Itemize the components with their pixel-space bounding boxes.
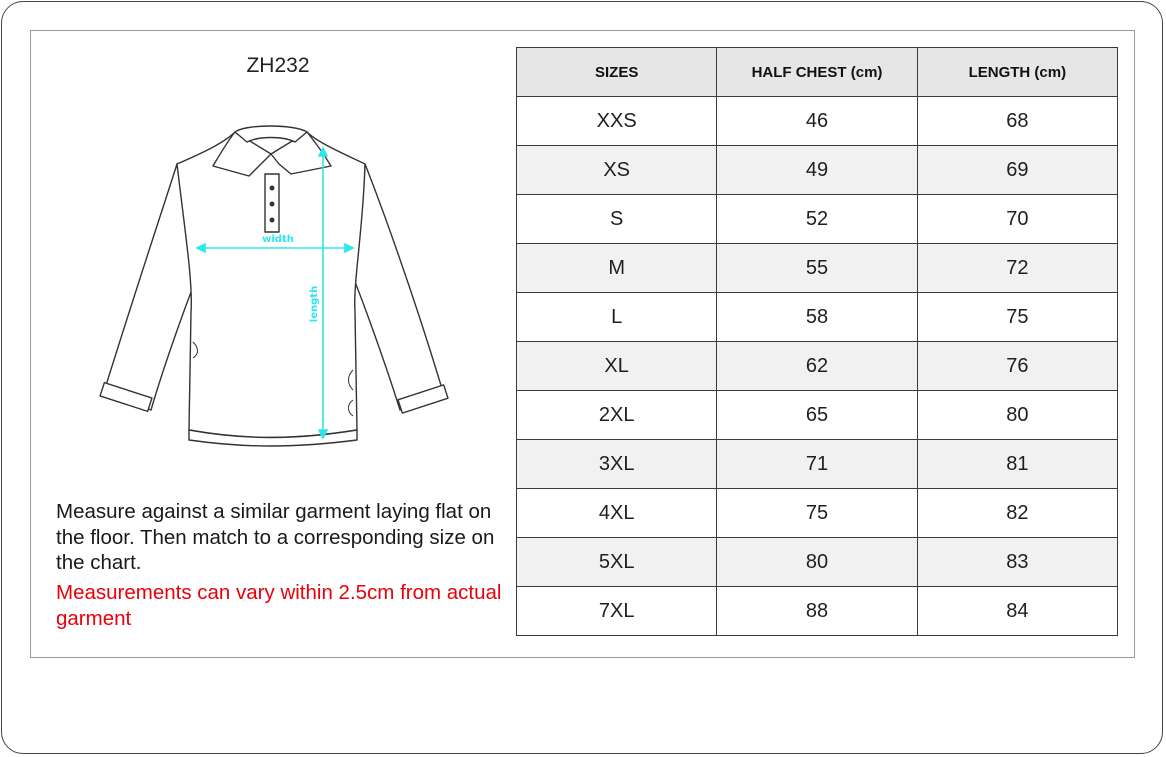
size-cell: 3XL — [517, 440, 717, 489]
button-3 — [270, 218, 275, 223]
size-cell: 2XL — [517, 391, 717, 440]
length-cell: 84 — [917, 587, 1117, 636]
half-chest-cell: 46 — [717, 97, 917, 146]
table-row — [517, 244, 1118, 293]
half-chest-cell: 58 — [717, 293, 917, 342]
table-row — [517, 587, 1118, 636]
table-row — [517, 146, 1118, 195]
length-cell: 75 — [917, 293, 1117, 342]
half-chest-cell: 65 — [717, 391, 917, 440]
size-cell: 5XL — [517, 538, 717, 587]
size-table — [516, 47, 1118, 636]
table-row — [517, 440, 1118, 489]
table-row — [517, 489, 1118, 538]
garment-diagram — [95, 112, 455, 457]
half-chest-cell: 52 — [717, 195, 917, 244]
length-cell: 70 — [917, 195, 1117, 244]
length-label: length — [309, 285, 320, 323]
length-cell: 68 — [917, 97, 1117, 146]
length-cell: 81 — [917, 440, 1117, 489]
header-half-chest: HALF CHEST (cm) — [717, 48, 917, 97]
measurement-warning: Measurements can vary within 2.5cm from actual garment — [56, 581, 502, 630]
size-cell: XXS — [517, 97, 717, 146]
table-row — [517, 195, 1118, 244]
length-cell: 69 — [917, 146, 1117, 195]
size-cell: 4XL — [517, 489, 717, 538]
width-label: width — [262, 234, 294, 245]
half-chest-cell: 71 — [717, 440, 917, 489]
table-row — [517, 293, 1118, 342]
table-header-row — [517, 48, 1118, 97]
length-cell: 82 — [917, 489, 1117, 538]
length-cell: 72 — [917, 244, 1117, 293]
length-cell: 83 — [917, 538, 1117, 587]
table-row — [517, 97, 1118, 146]
size-cell: 7XL — [517, 587, 717, 636]
size-cell: XL — [517, 342, 717, 391]
half-chest-cell: 88 — [717, 587, 917, 636]
half-chest-cell: 62 — [717, 342, 917, 391]
header-sizes: SIZES — [517, 48, 717, 97]
size-cell: XS — [517, 146, 717, 195]
measure-instructions: Measure against a similar garment laying flat on the floor. Then match to a corresponding size on the chart. — [56, 500, 495, 574]
product-code: ZH232 — [246, 54, 310, 77]
table-row — [517, 538, 1118, 587]
size-cell: S — [517, 195, 717, 244]
size-cell: L — [517, 293, 717, 342]
table-row — [517, 342, 1118, 391]
half-chest-cell: 55 — [717, 244, 917, 293]
length-cell: 80 — [917, 391, 1117, 440]
length-cell: 76 — [917, 342, 1117, 391]
header-length: LENGTH (cm) — [917, 48, 1117, 97]
button-1 — [270, 186, 275, 191]
button-2 — [270, 202, 275, 207]
size-cell: M — [517, 244, 717, 293]
half-chest-cell: 49 — [717, 146, 917, 195]
half-chest-cell: 75 — [717, 489, 917, 538]
table-row — [517, 391, 1118, 440]
half-chest-cell: 80 — [717, 538, 917, 587]
right-sleeve — [355, 164, 443, 410]
